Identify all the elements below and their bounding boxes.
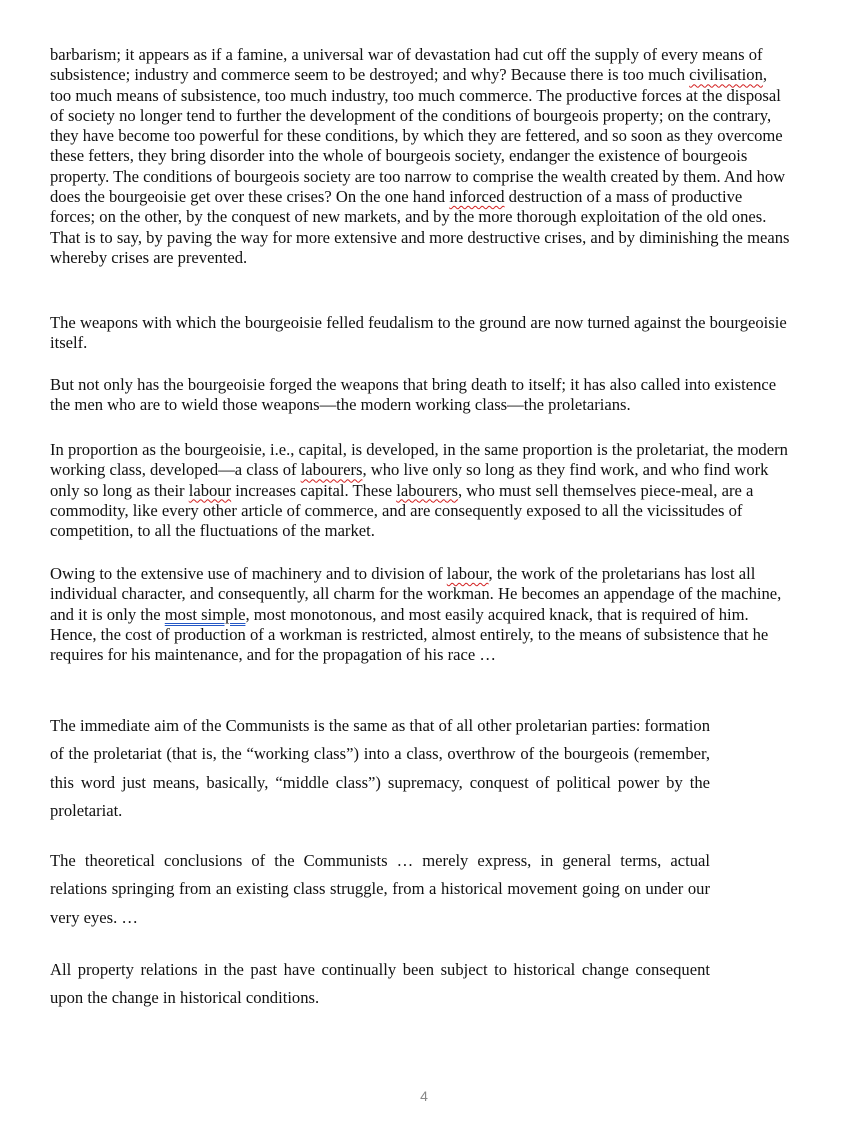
paragraph-immediate-aim: The immediate aim of the Communists is the same as that of all other proletarian parties: formation of the proletariat (that is, the “working class”) into a class, overthrow of the bourgeois (remember, this word just means, basically, “middle class”) supremacy, conquest of political power by the proletariat. (50, 716, 710, 821)
text-run: destruction of a mass of productive forces; on the other, by the conquest of new markets, and by the more thorough exploitation of the old ones. That is to say, by paving the way for more extensive and more destructive crises, and by diminishing the means whereby crises are prevented. (50, 187, 790, 267)
paragraph-theoretical-conclusions: The theoretical conclusions of the Communists … merely express, in general terms, actual relations springing from an existing class struggle, from a historical movement going on under our very eyes. … (50, 851, 710, 927)
text-run: , too much means of subsistence, too much industry, too much commerce. The productive forces at the disposal of society no longer tend to further the development of the conditions of bourgeois property; on the contrary, they have become too powerful for these conditions, by which they are fettered, and so soon as they overcome these fetters, they bring disorder into the whole of bourgeois society, endanger the existence of bourgeois property. The conditions of bourgeois society are too narrow to comprise the wealth created by them. And how does the bourgeoisie get over these crises? On the one hand (50, 65, 786, 207)
text-run: Owing to the extensive use of machinery and to division of (50, 564, 447, 583)
text-run: In proportion as the bourgeoisie, i.e., capital, is developed, in the same proportion is the proletariat, the modern working class, developed—a class of (50, 440, 788, 480)
text-run: increases capital. These (231, 480, 397, 500)
paragraph-weapons: The weapons with which the bourgeoisie felled feudalism to the ground are now turned against the bourgeoisie itself. (50, 313, 787, 353)
spelling-flagged-word[interactable]: civilisation (689, 65, 763, 85)
paragraph-proletariat-developed (50, 440, 790, 541)
spelling-flagged-word[interactable]: labour (188, 480, 232, 500)
text-run: , the work of the proletarians has lost all individual character, and consequently, all charm for the workman. He becomes an appendage of the machine, and it is only the (50, 564, 782, 624)
paragraph-machinery (50, 564, 790, 665)
text-run: , most monotonous, and most easily acquired knack, that is required of him. Hence, the cost of production of a workman is restricted, almost entirely, to the means of subsistence that he requires for his maintenance, and for the propagation of his race … (50, 604, 769, 665)
spelling-flagged-word[interactable]: labour (446, 564, 489, 583)
paragraph-famine-crises (50, 45, 790, 268)
text-run: , who must sell themselves piece-meal, are a commodity, like every other article of commerce, and are consequently exposed to all the vicissitudes of competition, to all the fluctuations of the market. (50, 480, 754, 541)
spelling-flagged-word[interactable]: labourers (300, 460, 363, 480)
paragraph-property-relations: All property relations in the past have continually been subject to historical change consequent upon the change in historical conditions. (50, 960, 710, 1008)
spelling-flagged-word[interactable]: labourers (396, 480, 458, 500)
page-number: 4 (420, 1088, 428, 1104)
grammar-flagged-phrase[interactable]: most simple (164, 604, 246, 624)
paragraph-wield-weapons: But not only has the bourgeoisie forged the weapons that bring death to itself; it has also called into existence the men who are to wield those weapons—the modern working class—the proletarians. (50, 375, 777, 415)
text-run: barbarism; it appears as if a famine, a universal war of devastation had cut off the supply of every means of subsistence; industry and commerce seem to be destroyed; and why? Because there is too much (50, 45, 763, 85)
text-run: , who live only so long as they find work, and who find work only so long as their (50, 460, 769, 500)
spelling-flagged-word[interactable]: inforced (449, 187, 505, 207)
